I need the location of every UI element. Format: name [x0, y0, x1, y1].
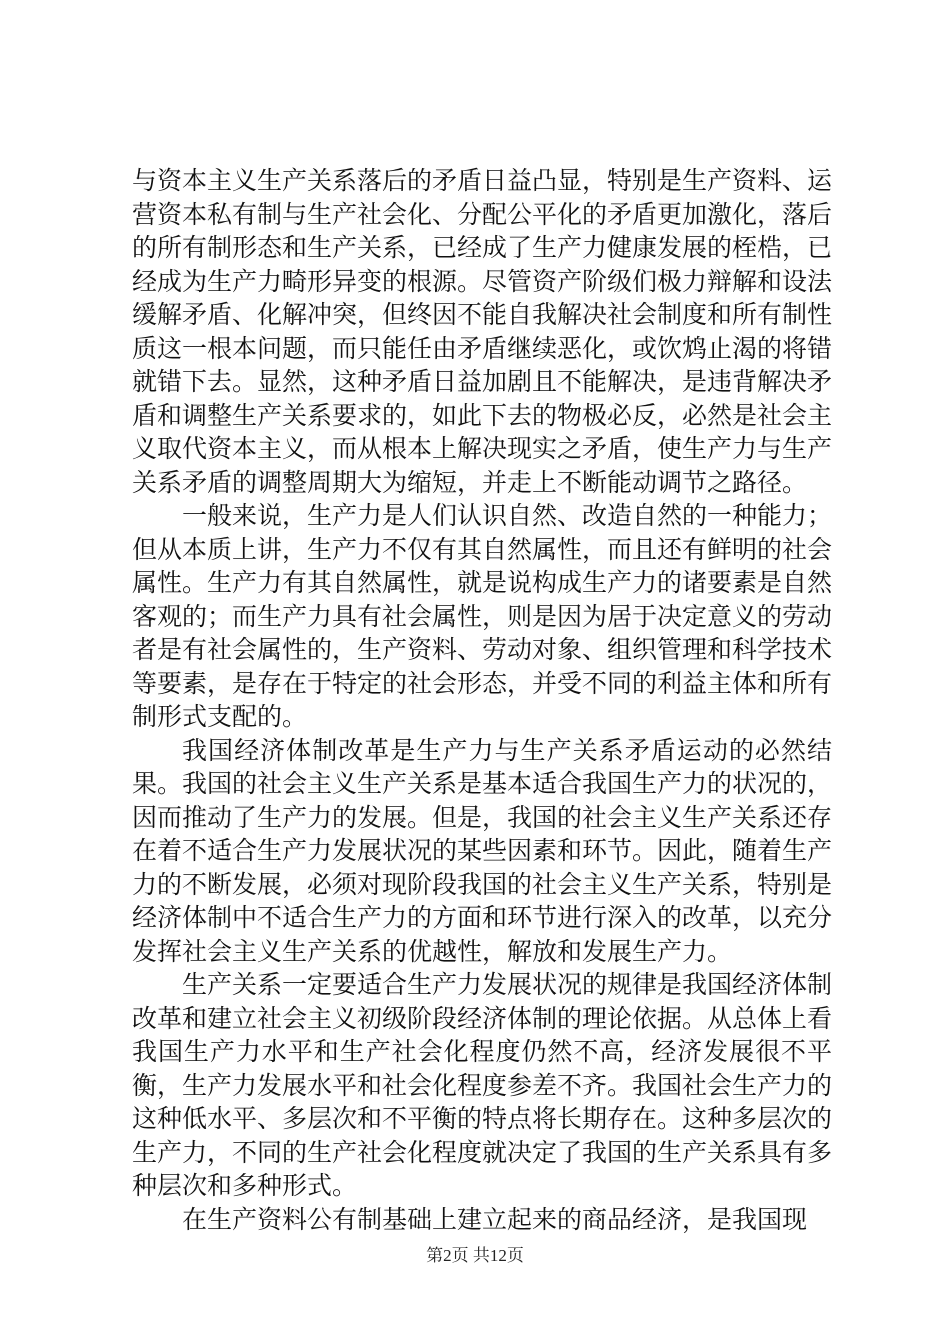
document-body: [132, 164, 832, 1236]
paragraph-4: 生产关系一定要适合生产力发展状况的规律是我国经济体制改革和建立社会主义初级阶段经济体制的理论依据。从总体上看我国生产力水平和生产社会化程度仍然不高，经济发展很不平衡，生产力发展水平和社会化程度参差不齐。我国社会生产力的这种低水平、多层次和不平衡的特点将长期存在。这种多层次的生产力，不同的生产社会化程度就决定了我国的生产关系具有多种层次和多种形式。: [132, 970, 833, 1200]
paragraph-2: 一般来说，生产力是人们认识自然、改造自然的一种能力；但从本质上讲，生产力不仅有其自然属性，而且还有鲜明的社会属性。生产力有其自然属性，就是说构成生产力的诸要素是自然客观的；而生产力具有社会属性，则是因为居于决定意义的劳动者是有社会属性的，生产资料、劳动对象、组织管理和科学技术等要素，是存在于特定的社会形态，并受不同的利益主体和所有制形式支配的。: [132, 501, 833, 731]
page-footer: 第2页 共12页: [426, 1246, 524, 1265]
paragraph-1: 与资本主义生产关系落后的矛盾日益凸显，特别是生产资料、运营资本私有制与生产社会化、分配公平化的矛盾更加激化，落后的所有制形态和生产关系，已经成了生产力健康发展的桎梏，已经成为生产力畸形异变的根源。尽管资产阶级们极力辩解和设法缓解矛盾、化解冲突，但终因不能自我解决社会制度和所有制性质这一根本问题，而只能任由矛盾继续恶化，或饮鸩止渴的将错就错下去。显然，这种矛盾日益加剧且不能解决，是违背解决矛盾和调整生产关系要求的，如此下去的物极必反，必然是社会主义取代资本主义，而从根本上解决现实之矛盾，使生产力与生产关系矛盾的调整周期大为缩短，并走上不断能动调节之路径。: [132, 166, 833, 497]
paragraph-5: 在生产资料公有制基础上建立起来的商品经济，是我国现: [182, 1204, 808, 1234]
paragraph-3: 我国经济体制改革是生产力与生产关系矛盾运动的必然结果。我国的社会主义生产关系是基本适合我国生产力的状况的，因而推动了生产力的发展。但是，我国的社会主义生产关系还存在着不适合生产力发展状况的某些因素和环节。因此，随着生产力的不断发展，必须对现阶段我国的社会主义生产关系，特别是经济体制中不适合生产力的方面和环节进行深入的改革，以充分发挥社会主义生产关系的优越性，解放和发展生产力。: [132, 735, 833, 966]
